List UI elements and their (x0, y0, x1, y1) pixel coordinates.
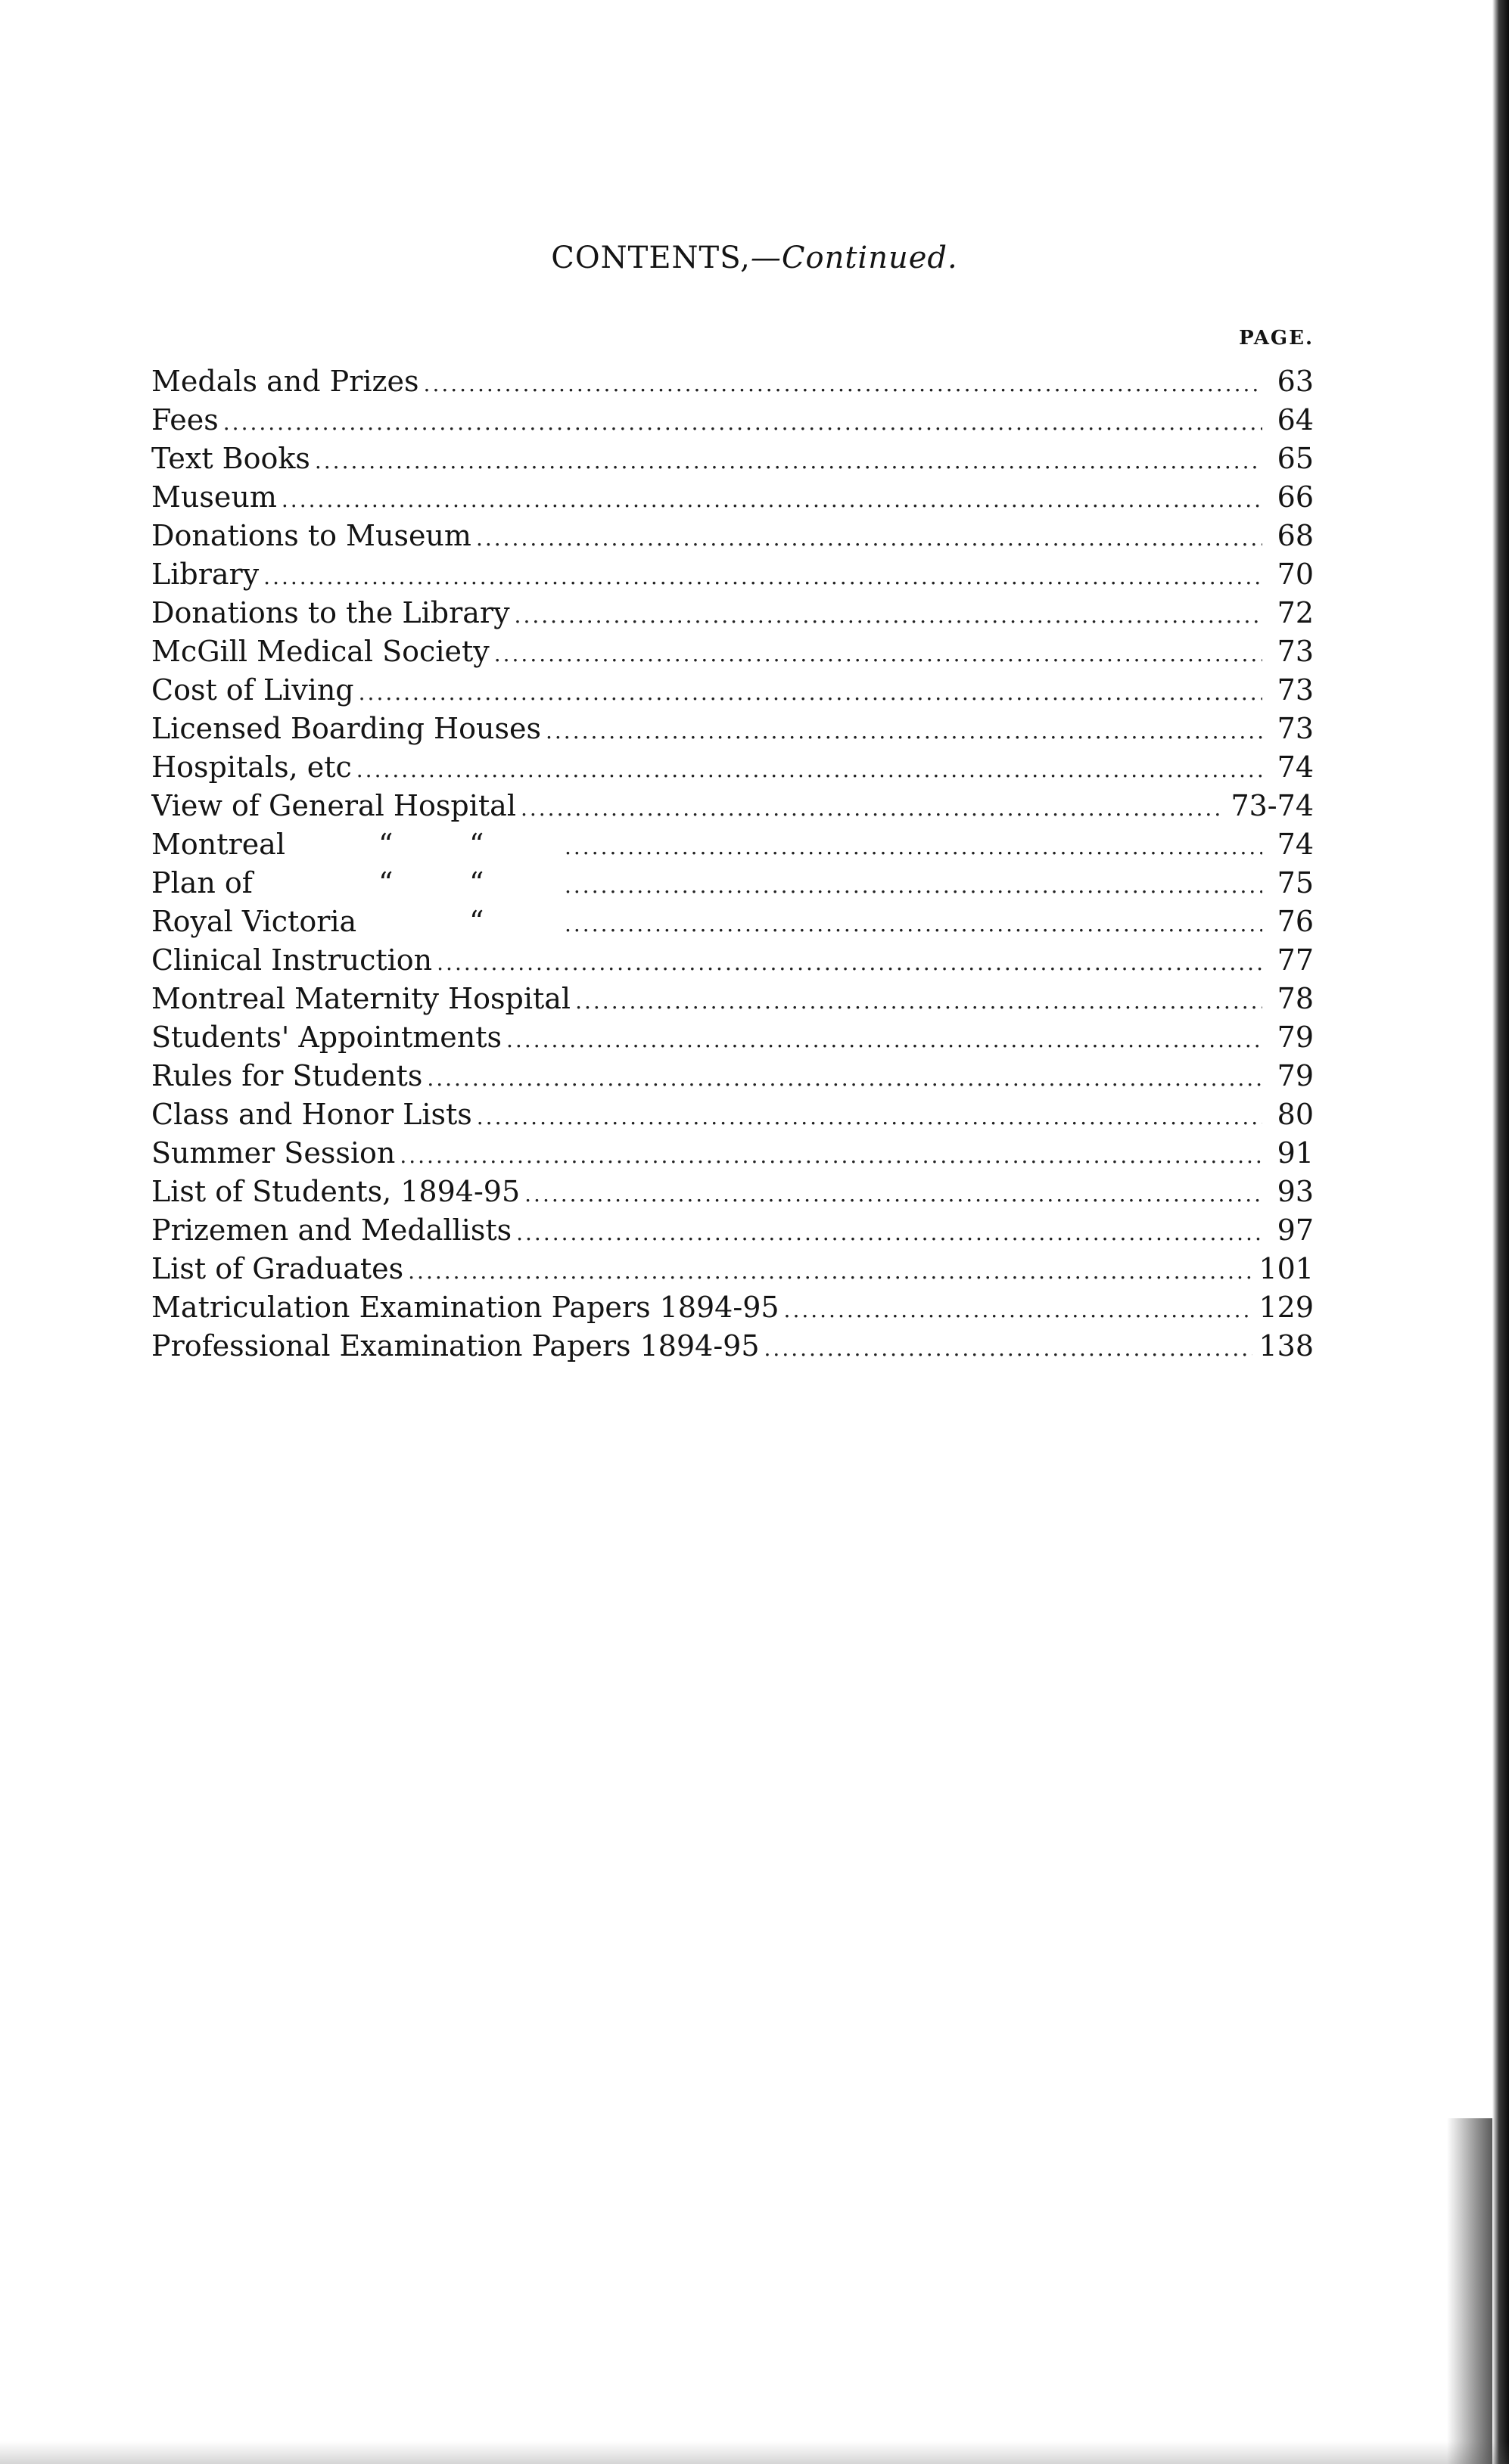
toc-entry (151, 980, 1314, 1018)
binding-shadow-lower (1447, 2118, 1492, 2464)
toc-entry-label: Prizemen and Medallists (151, 1213, 512, 1247)
dot-leader (494, 635, 1262, 671)
table-of-contents (151, 362, 1314, 1366)
toc-entry-page: 91 (1277, 1136, 1314, 1170)
toc-entry-label: Matriculation Examination Papers 1894-95 (151, 1291, 779, 1324)
toc-entry (151, 710, 1314, 748)
toc-entry-label: Students' Appointments (151, 1021, 502, 1054)
dot-leader (565, 828, 1262, 864)
toc-entry-page: 73-74 (1231, 789, 1314, 822)
dot-leader (565, 905, 1262, 941)
ditto-mark: “ (378, 866, 394, 900)
toc-entry-page: 75 (1277, 866, 1314, 900)
dot-leader (575, 982, 1262, 1018)
toc-entry (151, 555, 1314, 594)
title-continued: —Continued. (750, 241, 958, 275)
dot-leader (515, 596, 1262, 632)
toc-entry-page: 74 (1277, 828, 1314, 861)
dot-leader (263, 558, 1262, 594)
toc-entry-label (151, 864, 565, 903)
toc-entry-page: 68 (1277, 519, 1314, 552)
toc-entry-label: Museum (151, 480, 277, 514)
toc-entry-page: 78 (1277, 982, 1314, 1015)
toc-entry-page: 73 (1277, 712, 1314, 745)
toc-entry-label: View of General Hospital (151, 789, 516, 822)
toc-entry-page: 80 (1277, 1098, 1314, 1131)
toc-entry-page: 64 (1277, 403, 1314, 437)
toc-entry-label: Fees (151, 403, 219, 437)
toc-entry-label-base: Royal Victoria (151, 905, 357, 938)
toc-entry (151, 671, 1314, 710)
toc-entry-page: 63 (1277, 365, 1314, 398)
dot-leader (477, 1098, 1262, 1134)
ditto-mark: “ (378, 828, 394, 861)
dot-leader (784, 1291, 1253, 1327)
toc-entry-page: 73 (1277, 635, 1314, 668)
dot-leader (516, 1213, 1262, 1250)
toc-entry-page: 79 (1277, 1059, 1314, 1092)
toc-entry-page: 93 (1277, 1175, 1314, 1208)
toc-entry (151, 903, 1314, 941)
toc-entry (151, 594, 1314, 632)
toc-entry-label: Donations to Museum (151, 519, 471, 552)
toc-entry-label (151, 903, 565, 941)
dot-leader (282, 480, 1262, 517)
page-title (0, 241, 1509, 275)
toc-entry (151, 632, 1314, 671)
toc-entry-label: Rules for Students (151, 1059, 423, 1092)
page-column-header: PAGE. (1239, 327, 1314, 350)
toc-entry-page: 97 (1277, 1213, 1314, 1247)
dot-leader (424, 365, 1262, 401)
toc-entry (151, 1057, 1314, 1095)
toc-entry (151, 401, 1314, 440)
toc-entry-label: List of Students, 1894-95 (151, 1175, 521, 1208)
toc-entry-label: Licensed Boarding Houses (151, 712, 541, 745)
toc-entry-page: 65 (1277, 442, 1314, 475)
toc-entry-page: 74 (1277, 750, 1314, 784)
toc-entry-label: Clinical Instruction (151, 943, 433, 977)
ditto-mark: “ (469, 828, 484, 861)
toc-entry (151, 1327, 1314, 1366)
toc-entry-page: 73 (1277, 673, 1314, 707)
toc-entry-page: 129 (1259, 1291, 1314, 1324)
toc-entry-label: Summer Session (151, 1136, 396, 1170)
dot-leader (524, 1175, 1262, 1211)
title-main: CONTENTS, (551, 241, 751, 275)
toc-entry (151, 478, 1314, 517)
toc-entry (151, 864, 1314, 903)
toc-entry-page: 66 (1277, 480, 1314, 514)
toc-entry (151, 1173, 1314, 1211)
toc-entry (151, 362, 1314, 401)
toc-entry-label: Medals and Prizes (151, 365, 419, 398)
toc-entry-label-base: Montreal (151, 828, 285, 861)
toc-entry-label: Hospitals, etc (151, 750, 352, 784)
dot-leader (408, 1252, 1252, 1288)
dot-leader (356, 750, 1262, 787)
toc-entry (151, 787, 1314, 825)
binding-shadow (1492, 0, 1509, 2464)
toc-entry (151, 1134, 1314, 1173)
toc-entry-page: 70 (1277, 558, 1314, 591)
toc-entry-page: 77 (1277, 943, 1314, 977)
dot-leader (506, 1021, 1262, 1057)
toc-entry-page: 79 (1277, 1021, 1314, 1054)
dot-leader (546, 712, 1262, 748)
toc-entry-label: Text Books (151, 442, 310, 475)
ditto-mark: “ (469, 866, 484, 900)
toc-entry-label (151, 825, 565, 864)
toc-entry (151, 1288, 1314, 1327)
dot-leader (315, 442, 1262, 478)
toc-entry-label: Montreal Maternity Hospital (151, 982, 571, 1015)
toc-entry (151, 1211, 1314, 1250)
toc-entry-label: Professional Examination Papers 1894-95 (151, 1329, 760, 1363)
toc-entry (151, 941, 1314, 980)
toc-entry (151, 1250, 1314, 1288)
scan-edge (0, 2441, 1509, 2464)
toc-entry-label: McGill Medical Society (151, 635, 490, 668)
dot-leader (359, 673, 1262, 710)
toc-entry-page: 72 (1277, 596, 1314, 629)
toc-entry (151, 440, 1314, 478)
toc-entry-page: 76 (1277, 905, 1314, 938)
dot-leader (223, 403, 1262, 440)
toc-entry-label: List of Graduates (151, 1252, 404, 1285)
toc-entry-label: Library (151, 558, 260, 591)
toc-entry (151, 748, 1314, 787)
toc-entry (151, 1018, 1314, 1057)
dot-leader (565, 866, 1262, 903)
toc-entry (151, 825, 1314, 864)
toc-entry-label: Cost of Living (151, 673, 354, 707)
toc-entry-page: 138 (1259, 1329, 1314, 1363)
toc-entry (151, 517, 1314, 555)
toc-entry-label: Class and Honor Lists (151, 1098, 472, 1131)
dot-leader (476, 519, 1262, 555)
ditto-mark: “ (469, 905, 484, 938)
toc-entry-label: Donations to the Library (151, 596, 510, 629)
ditto-mark (378, 903, 469, 941)
toc-entry-label-base: Plan of (151, 866, 253, 900)
dot-leader (521, 789, 1224, 825)
dot-leader (764, 1329, 1253, 1366)
toc-entry (151, 1095, 1314, 1134)
toc-entry-page: 101 (1259, 1252, 1314, 1285)
dot-leader (400, 1136, 1262, 1173)
dot-leader (437, 943, 1262, 980)
dot-leader (427, 1059, 1262, 1095)
